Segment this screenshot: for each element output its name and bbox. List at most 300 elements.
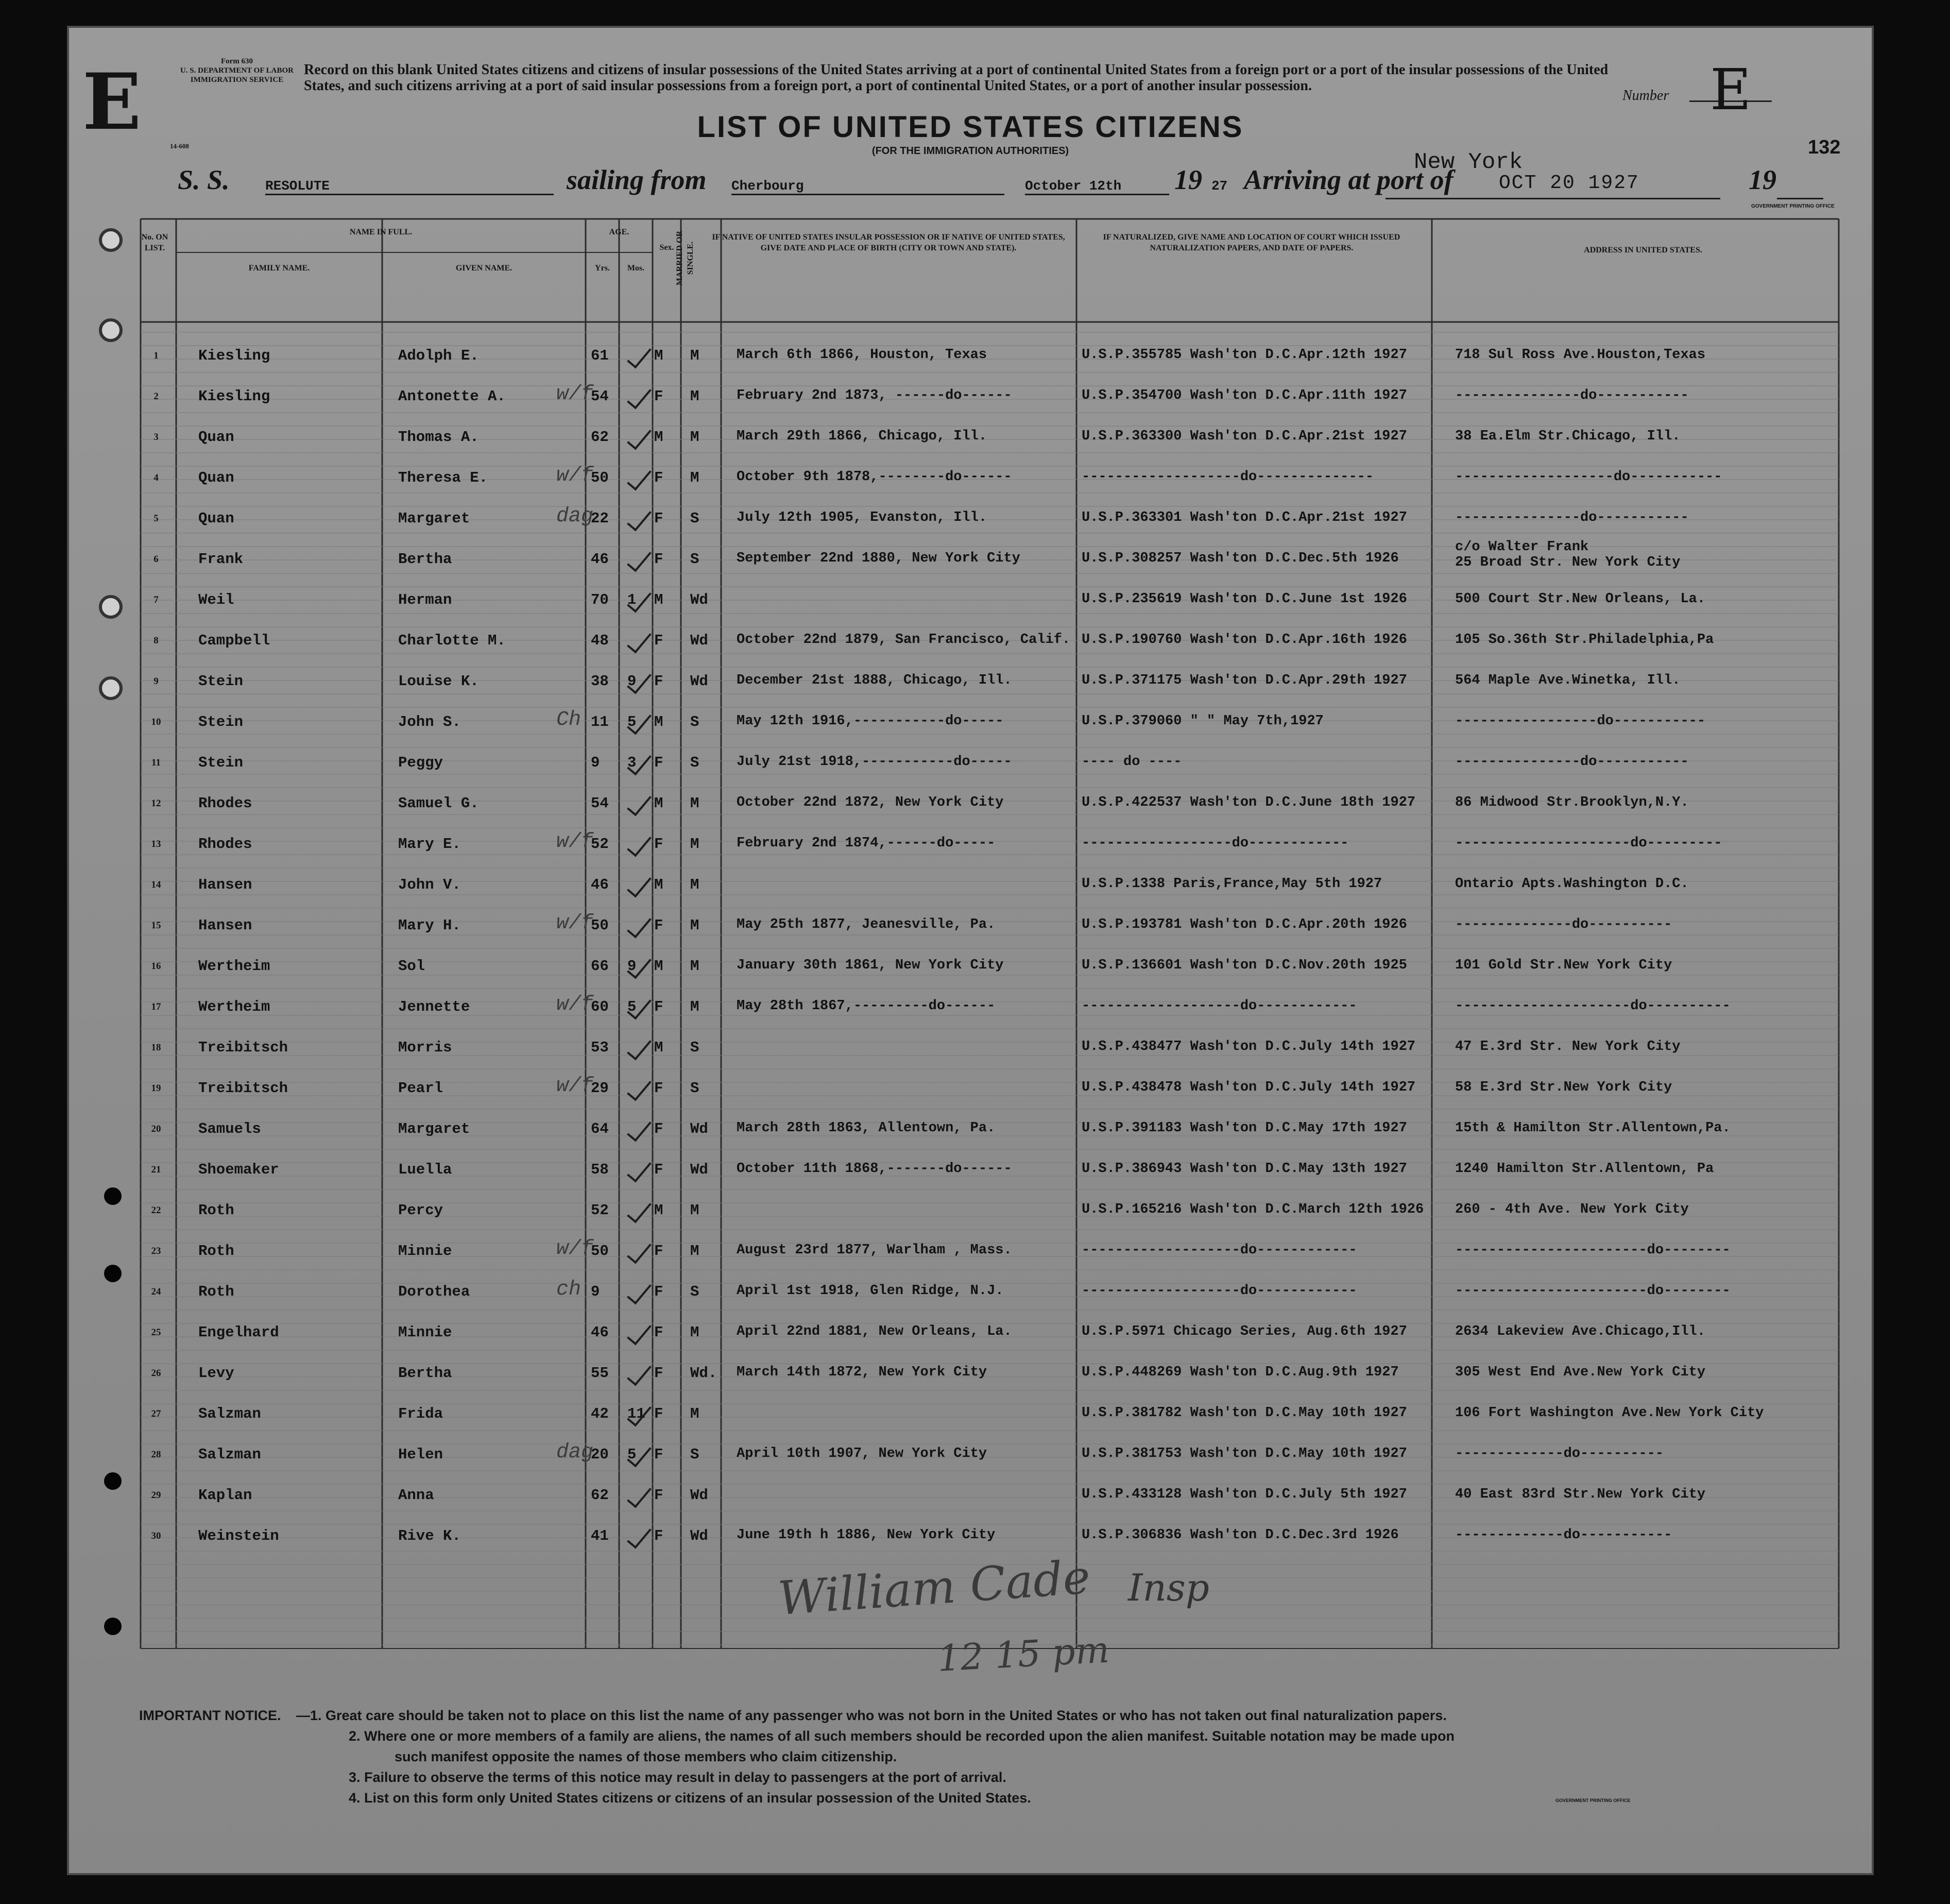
marital-status-cell: S <box>690 713 699 730</box>
address-cell: 47 E.3rd Str. New York City <box>1455 1039 1681 1055</box>
notice-heading: IMPORTANT NOTICE. <box>139 1708 281 1723</box>
address-cell: ---------------------do--------- <box>1455 836 1722 851</box>
naturalization-cell: U.S.P.422537 Wash'ton D.C.June 18th 1927 <box>1082 795 1416 810</box>
given-name-cell: Minnie <box>398 1324 452 1341</box>
sex-cell: F <box>654 551 663 568</box>
family-name-cell: Quan <box>198 429 234 446</box>
family-name-cell: Engelhard <box>198 1324 279 1341</box>
sex-cell: F <box>654 836 663 853</box>
family-name-cell: Salzman <box>198 1405 261 1422</box>
intro-text: Record on this blank United States citizens and citizens of insular possessions of the United States arriving at a port of continental United States from a foreign port or a port of the insular possessions of the United States, and such citizens arriving at a port of said insular possessions from a foreign port, a port of continental United States, or a port of another insular possession. <box>304 62 1609 94</box>
naturalization-cell: U.S.P.386943 Wash'ton D.C.May 13th 1927 <box>1082 1161 1407 1177</box>
letter-mark: E <box>82 57 142 147</box>
notice-item-2-cont: such manifest opposite the names of those members who claim citizenship. <box>395 1749 897 1764</box>
naturalization-cell: U.S.P.193781 Wash'ton D.C.Apr.20th 1926 <box>1082 917 1407 932</box>
marital-status-cell: M <box>690 917 699 934</box>
address-cell: 305 West End Ave.New York City <box>1455 1365 1706 1380</box>
check-mark-icon <box>627 831 652 857</box>
given-name-cell: Mary E. <box>398 836 461 853</box>
check-mark-icon <box>627 343 652 369</box>
family-name-cell: Stein <box>198 754 244 771</box>
address-cell: -----------------------do-------- <box>1455 1243 1731 1258</box>
year-label-2: 19 <box>1749 164 1776 195</box>
naturalization-cell: U.S.P.381782 Wash'ton D.C.May 10th 1927 <box>1082 1405 1407 1421</box>
check-mark-icon <box>627 1523 652 1549</box>
row-number: 27 <box>151 1408 161 1419</box>
address-cell: -------------do---------- <box>1455 1446 1664 1461</box>
departure-date: October 12th <box>1025 178 1169 195</box>
address-cell: -----------------do----------- <box>1455 713 1706 729</box>
age-years-cell: 70 <box>591 591 609 608</box>
given-name-cell: Margaret <box>398 510 470 527</box>
naturalization-cell: ---- do ---- <box>1082 754 1182 770</box>
sex-cell: F <box>654 1405 663 1422</box>
age-years-cell: 55 <box>591 1365 609 1382</box>
family-name-cell: Shoemaker <box>198 1161 279 1178</box>
address-cell: 260 - 4th Ave. New York City <box>1455 1202 1689 1217</box>
age-years-cell: 46 <box>591 1324 609 1341</box>
given-name-cell: Herman <box>398 591 452 608</box>
family-name-cell: Kiesling <box>198 388 270 405</box>
page-title: LIST OF UNITED STATES CITIZENS <box>697 110 1244 144</box>
family-name-cell: Quan <box>198 469 234 486</box>
sex-cell: F <box>654 632 663 649</box>
age-months-cell: 3 <box>627 754 637 771</box>
marital-status-cell: S <box>690 1446 699 1463</box>
year-line-2 <box>1777 198 1823 199</box>
address-cell: Ontario Apts.Washington D.C. <box>1455 876 1689 892</box>
sex-cell: M <box>654 795 663 812</box>
birth-cell: December 21st 1888, Chicago, Ill. <box>737 673 1012 688</box>
birth-cell: August 23rd 1877, Warlham , Mass. <box>737 1243 1012 1258</box>
birth-cell: February 2nd 1874,------do----- <box>737 836 996 851</box>
address-cell: --------------do---------- <box>1455 917 1672 932</box>
given-name-cell: Margaret <box>398 1120 470 1137</box>
address-cell: -------------------do----------- <box>1455 469 1722 485</box>
sex-cell: F <box>654 1080 663 1097</box>
given-name-cell: Dorothea <box>398 1283 470 1300</box>
punch-hole <box>99 318 123 342</box>
age-years-cell: 11 <box>591 713 609 730</box>
sex-cell: M <box>654 1039 663 1056</box>
sex-cell: M <box>654 347 663 364</box>
notice-item-4: 4. List on this form only United States citizens or citizens of an insular possession of the United States. <box>349 1790 1031 1806</box>
birth-cell: March 28th 1863, Allentown, Pa. <box>737 1120 996 1136</box>
birth-cell: May 12th 1916,-----------do----- <box>737 713 1004 729</box>
marital-status-cell: M <box>690 429 699 446</box>
marital-status-cell: M <box>690 1324 699 1341</box>
punch-hole <box>104 1265 122 1282</box>
row-number: 26 <box>151 1368 161 1379</box>
given-name-cell: Mary H. <box>398 917 461 934</box>
row-number: 14 <box>151 879 161 890</box>
notice-item-2: 2. Where one or more members of a family are aliens, the names of all such members should be recorded upon the alien manifest. Suitable notation may be made upon <box>349 1728 1455 1744</box>
address-cell: ---------------do----------- <box>1455 754 1689 770</box>
departure-year: 27 <box>1211 178 1228 194</box>
header-yrs: Yrs. <box>595 264 610 273</box>
address-cell: 40 East 83rd Str.New York City <box>1455 1487 1706 1502</box>
age-years-cell: 62 <box>591 1487 609 1504</box>
ss-label: S. S. <box>178 164 230 195</box>
age-years-cell: 50 <box>591 917 609 934</box>
check-mark-icon <box>627 1319 652 1346</box>
year-label: 19 <box>1174 164 1202 195</box>
naturalization-cell: -------------------do-------------- <box>1082 469 1374 485</box>
row-number: 21 <box>151 1164 161 1175</box>
inspector-signature: William Cade <box>776 1550 1092 1626</box>
form-number: Form 630 <box>220 57 253 65</box>
birth-cell: October 11th 1868,-------do------ <box>737 1161 1012 1177</box>
naturalization-cell: U.S.P.308257 Wash'ton D.C.Dec.5th 1926 <box>1082 551 1399 566</box>
sex-cell: F <box>654 510 663 527</box>
check-mark-icon <box>627 1482 652 1508</box>
age-years-cell: 61 <box>591 347 609 364</box>
check-mark-icon <box>627 1157 652 1183</box>
header-age: AGE. <box>609 228 629 236</box>
relationship-mark: w/f <box>556 993 594 1016</box>
marital-status-cell: Wd <box>690 591 708 608</box>
check-mark-icon <box>627 872 652 898</box>
family-name-cell: Rhodes <box>198 795 252 812</box>
row-number: 25 <box>151 1327 161 1338</box>
row-number: 28 <box>151 1449 161 1460</box>
age-years-cell: 52 <box>591 836 609 853</box>
naturalization-cell: U.S.P.235619 Wash'ton D.C.June 1st 1926 <box>1082 591 1407 607</box>
naturalization-cell: U.S.P.363301 Wash'ton D.C.Apr.21st 1927 <box>1082 510 1407 525</box>
birth-cell: September 22nd 1880, New York City <box>737 551 1020 566</box>
birth-cell: February 2nd 1873, ------do------ <box>737 388 1012 403</box>
sex-cell: F <box>654 998 663 1015</box>
punch-hole <box>104 1472 122 1490</box>
naturalization-cell: U.S.P.379060 " " May 7th,1927 <box>1082 713 1324 729</box>
given-name-cell: Sol <box>398 958 425 975</box>
address-cell: 718 Sul Ross Ave.Houston,Texas <box>1455 347 1706 363</box>
marital-status-cell: Wd. <box>690 1365 717 1382</box>
check-mark-icon <box>627 383 652 410</box>
check-mark-icon <box>627 790 652 817</box>
sex-cell: M <box>654 958 663 975</box>
marital-status-cell: M <box>690 347 699 364</box>
arrival-port: New York <box>1414 149 1523 175</box>
given-name-cell: Peggy <box>398 754 443 771</box>
sex-cell: F <box>654 754 663 771</box>
row-number: 9 <box>153 676 159 687</box>
birth-cell: March 6th 1866, Houston, Texas <box>737 347 987 363</box>
birth-cell: July 12th 1905, Evanston, Ill. <box>737 510 987 525</box>
check-mark-icon <box>627 627 652 654</box>
sex-cell: F <box>654 1283 663 1300</box>
relationship-mark: w/f <box>556 912 594 935</box>
row-number: 6 <box>153 554 159 565</box>
family-name-cell: Quan <box>198 510 234 527</box>
marital-status-cell: Wd <box>690 1120 708 1137</box>
row-number: 15 <box>151 920 161 931</box>
age-months-cell: 5 <box>627 1446 637 1463</box>
age-years-cell: 42 <box>591 1405 609 1422</box>
given-name-cell: Pearl <box>398 1080 443 1097</box>
given-name-cell: Luella <box>398 1161 452 1178</box>
age-months-cell: 5 <box>627 998 637 1015</box>
given-name-cell: Jennette <box>398 998 470 1015</box>
address-cell: 1240 Hamilton Str.Allentown, Pa <box>1455 1161 1714 1177</box>
given-name-cell: Bertha <box>398 551 452 568</box>
given-name-cell: Samuel G. <box>398 795 479 812</box>
age-years-cell: 9 <box>591 1283 600 1300</box>
punch-hole <box>104 1187 122 1205</box>
family-name-cell: Wertheim <box>198 958 270 975</box>
naturalization-cell: U.S.P.355785 Wash'ton D.C.Apr.12th 1927 <box>1082 347 1407 363</box>
naturalization-cell: U.S.P.363300 Wash'ton D.C.Apr.21st 1927 <box>1082 429 1407 444</box>
sex-cell: F <box>654 1243 663 1260</box>
marital-status-cell: M <box>690 836 699 853</box>
check-mark-icon <box>627 1116 652 1142</box>
address-cell: ---------------------do---------- <box>1455 998 1731 1014</box>
age-years-cell: 46 <box>591 551 609 568</box>
address-cell: c/o Walter Frank 25 Broad Str. New York City <box>1455 539 1681 570</box>
address-cell: -------------do----------- <box>1455 1527 1672 1543</box>
check-mark-icon <box>627 1197 652 1223</box>
address-cell: -----------------------do-------- <box>1455 1283 1731 1299</box>
birth-cell: March 29th 1866, Chicago, Ill. <box>737 429 987 444</box>
given-name-cell: John V. <box>398 876 461 893</box>
birth-cell: April 22nd 1881, New Orleans, La. <box>737 1324 1012 1339</box>
notice-item-3: 3. Failure to observe the terms of this notice may result in delay to passengers at the port of arrival. <box>349 1770 1006 1785</box>
sex-cell: F <box>654 1527 663 1544</box>
family-name-cell: Treibitsch <box>198 1039 288 1056</box>
family-name-cell: Kaplan <box>198 1487 252 1504</box>
given-name-cell: Bertha <box>398 1365 452 1382</box>
row-number: 2 <box>153 391 159 402</box>
relationship-mark: dag <box>556 505 594 528</box>
age-years-cell: 9 <box>591 754 600 771</box>
birth-cell: May 25th 1877, Jeanesville, Pa. <box>737 917 996 932</box>
row-number: 8 <box>153 635 159 646</box>
marital-status-cell: M <box>690 998 699 1015</box>
age-years-cell: 48 <box>591 632 609 649</box>
row-number: 12 <box>151 798 161 809</box>
address-cell: 2634 Lakeview Ave.Chicago,Ill. <box>1455 1324 1706 1339</box>
marital-status-cell: M <box>690 1243 699 1260</box>
sex-cell: F <box>654 1324 663 1341</box>
relationship-mark: w/f <box>556 383 594 406</box>
sex-cell: M <box>654 429 663 446</box>
family-name-cell: Weinstein <box>198 1527 279 1544</box>
age-months-cell: 9 <box>627 673 637 690</box>
header-name-group: NAME IN FULL. <box>349 228 413 236</box>
marital-status-cell: S <box>690 1039 699 1056</box>
address-cell: 38 Ea.Elm Str.Chicago, Ill. <box>1455 429 1681 444</box>
naturalization-cell: U.S.P.190760 Wash'ton D.C.Apr.16th 1926 <box>1082 632 1407 648</box>
relationship-mark: Ch <box>556 708 581 732</box>
age-years-cell: 52 <box>591 1202 609 1219</box>
family-name-cell: Wertheim <box>198 998 270 1015</box>
naturalization-cell: U.S.P.448269 Wash'ton D.C.Aug.9th 1927 <box>1082 1365 1399 1380</box>
ship-name: RESOLUTE <box>265 178 554 195</box>
given-name-cell: Adolph E. <box>398 347 479 364</box>
family-name-cell: Weil <box>198 591 234 608</box>
address-cell: 86 Midwood Str.Brooklyn,N.Y. <box>1455 795 1689 810</box>
given-name-cell: Charlotte M. <box>398 632 506 649</box>
naturalization-cell: U.S.P.136601 Wash'ton D.C.Nov.20th 1925 <box>1082 958 1407 973</box>
marital-status-cell: S <box>690 1080 699 1097</box>
family-name-cell: Rhodes <box>198 836 252 853</box>
check-mark-icon <box>627 465 652 491</box>
row-number: 16 <box>151 961 161 972</box>
sex-cell: M <box>654 1202 663 1219</box>
notice-item-1: —1. Great care should be taken not to place on this list the name of any passenger who was not born in the United States or who has not taken out final naturalization papers. <box>296 1708 1447 1723</box>
marital-status-cell: M <box>690 1405 699 1422</box>
header-address: ADDRESS IN UNITED STATES. <box>1584 246 1702 254</box>
family-name-cell: Roth <box>198 1283 234 1300</box>
check-mark-icon <box>627 1360 652 1386</box>
birth-cell: October 22nd 1879, San Francisco, Calif. <box>737 632 1071 648</box>
row-number: 7 <box>153 594 159 605</box>
row-number: 19 <box>151 1083 161 1094</box>
relationship-mark: ch <box>556 1278 581 1301</box>
check-mark-icon <box>627 912 652 939</box>
age-months-cell: 5 <box>627 713 637 730</box>
check-mark-icon <box>627 546 652 572</box>
given-name-cell: Thomas A. <box>398 429 479 446</box>
departure-port: Cherbourg <box>731 178 1004 195</box>
signature-time: 12 15 pm <box>936 1628 1110 1680</box>
given-name-cell: Rive K. <box>398 1527 461 1544</box>
check-mark-icon <box>627 1279 652 1305</box>
age-months-cell: 1 <box>627 591 637 608</box>
punch-hole <box>99 595 123 619</box>
marital-status-cell: S <box>690 1283 699 1300</box>
address-cell: 15th & Hamilton Str.Allentown,Pa. <box>1455 1120 1731 1136</box>
number-label: Number <box>1622 88 1669 104</box>
marital-status-cell: S <box>690 510 699 527</box>
sex-cell: F <box>654 1120 663 1137</box>
age-months-cell: 11 <box>627 1405 645 1422</box>
family-name-cell: Campbell <box>198 632 270 649</box>
sex-cell: F <box>654 673 663 690</box>
row-number: 13 <box>151 839 161 849</box>
marital-status-cell: M <box>690 388 699 405</box>
address-cell: 58 E.3rd Str.New York City <box>1455 1080 1672 1095</box>
naturalization-cell: U.S.P.5971 Chicago Series, Aug.6th 1927 <box>1082 1324 1407 1339</box>
age-years-cell: 66 <box>591 958 609 975</box>
age-years-cell: 20 <box>591 1446 609 1463</box>
family-name-cell: Salzman <box>198 1446 261 1463</box>
given-name-cell: Percy <box>398 1202 443 1219</box>
age-years-cell: 29 <box>591 1080 609 1097</box>
birth-cell: October 22nd 1872, New York City <box>737 795 1004 810</box>
marital-status-cell: M <box>690 795 699 812</box>
sex-cell: F <box>654 1161 663 1178</box>
sex-cell: M <box>654 876 663 893</box>
age-years-cell: 62 <box>591 429 609 446</box>
age-months-cell: 9 <box>627 958 637 975</box>
marital-status-cell: M <box>690 876 699 893</box>
given-name-cell: Morris <box>398 1039 452 1056</box>
row-number: 20 <box>151 1124 161 1134</box>
printer-footer: GOVERNMENT PRINTING OFFICE <box>1555 1798 1631 1803</box>
marital-status-cell: M <box>690 958 699 975</box>
birth-cell: October 9th 1878,--------do------ <box>737 469 1012 485</box>
header-naturalized: IF NATURALIZED, GIVE NAME AND LOCATION OF COURT WHICH ISSUED NATURALIZATION PAPERS, AND DATE OF PAPERS. <box>1103 233 1400 252</box>
sex-cell: F <box>654 469 663 486</box>
service-name: IMMIGRATION SERVICE <box>190 76 284 84</box>
header-no: No. ON LIST. <box>141 233 168 252</box>
age-years-cell: 46 <box>591 876 609 893</box>
naturalization-cell: U.S.P.381753 Wash'ton D.C.May 10th 1927 <box>1082 1446 1407 1461</box>
relationship-mark: w/f <box>556 1237 594 1261</box>
marital-status-cell: M <box>690 1202 699 1219</box>
naturalization-cell: -------------------do------------ <box>1082 1283 1357 1299</box>
address-cell: 106 Fort Washington Ave.New York City <box>1455 1405 1764 1421</box>
age-years-cell: 60 <box>591 998 609 1015</box>
family-name-cell: Frank <box>198 551 244 568</box>
age-years-cell: 50 <box>591 1243 609 1260</box>
age-years-cell: 38 <box>591 673 609 690</box>
row-number: 10 <box>151 717 161 727</box>
marital-status-cell: S <box>690 754 699 771</box>
naturalization-cell: -------------------do------------ <box>1082 998 1357 1014</box>
header-given-name: GIVEN NAME. <box>455 264 512 273</box>
age-years-cell: 54 <box>591 795 609 812</box>
age-years-cell: 22 <box>591 510 609 527</box>
given-name-cell: Helen <box>398 1446 443 1463</box>
punch-hole <box>99 228 123 252</box>
address-cell: ---------------do----------- <box>1455 388 1689 403</box>
sheet-number: 132 <box>1808 137 1841 158</box>
row-number: 4 <box>153 472 159 483</box>
header-sex: Sex. <box>659 243 674 252</box>
marital-status-cell: M <box>690 469 699 486</box>
age-years-cell: 64 <box>591 1120 609 1137</box>
naturalization-cell: -------------------do------------ <box>1082 1243 1357 1258</box>
check-mark-icon <box>627 1238 652 1264</box>
manifest-sheet <box>67 26 1874 1875</box>
address-cell: ---------------do----------- <box>1455 510 1689 525</box>
punch-hole <box>104 1618 122 1635</box>
arrival-line <box>1385 198 1720 199</box>
row-number: 11 <box>151 757 161 768</box>
family-name-cell: Kiesling <box>198 347 270 364</box>
page-subtitle: (FOR THE IMMIGRATION AUTHORITIES) <box>871 145 1069 157</box>
sex-cell: F <box>654 388 663 405</box>
address-cell: 101 Gold Str.New York City <box>1455 958 1672 973</box>
marital-status-cell: Wd <box>690 673 708 690</box>
address-cell: 564 Maple Ave.Winetka, Ill. <box>1455 673 1681 688</box>
check-mark-icon <box>627 505 652 532</box>
given-name-cell: Frida <box>398 1405 443 1422</box>
row-number: 18 <box>151 1042 161 1053</box>
check-mark-icon <box>627 424 652 450</box>
sex-cell: F <box>654 917 663 934</box>
family-name-cell: Hansen <box>198 917 252 934</box>
address-cell: 105 So.36th Str.Philadelphia,Pa <box>1455 632 1714 648</box>
printer-mark: GOVERNMENT PRINTING OFFICE <box>1751 203 1835 209</box>
sex-cell: F <box>654 1446 663 1463</box>
family-name-cell: Hansen <box>198 876 252 893</box>
naturalization-cell: U.S.P.306836 Wash'ton D.C.Dec.3rd 1926 <box>1082 1527 1399 1543</box>
print-code: 14-608 <box>170 142 189 150</box>
family-name-cell: Roth <box>198 1202 234 1219</box>
punch-hole <box>99 676 123 700</box>
naturalization-cell: U.S.P.1338 Paris,France,May 5th 1927 <box>1082 876 1382 892</box>
number-value: E <box>1710 57 1752 123</box>
birth-cell: March 14th 1872, New York City <box>737 1365 987 1380</box>
header-mos: Mos. <box>627 264 645 273</box>
family-name-cell: Treibitsch <box>198 1080 288 1097</box>
check-mark-icon <box>627 1034 652 1061</box>
family-name-cell: Stein <box>198 673 244 690</box>
relationship-mark: w/f <box>556 1075 594 1098</box>
